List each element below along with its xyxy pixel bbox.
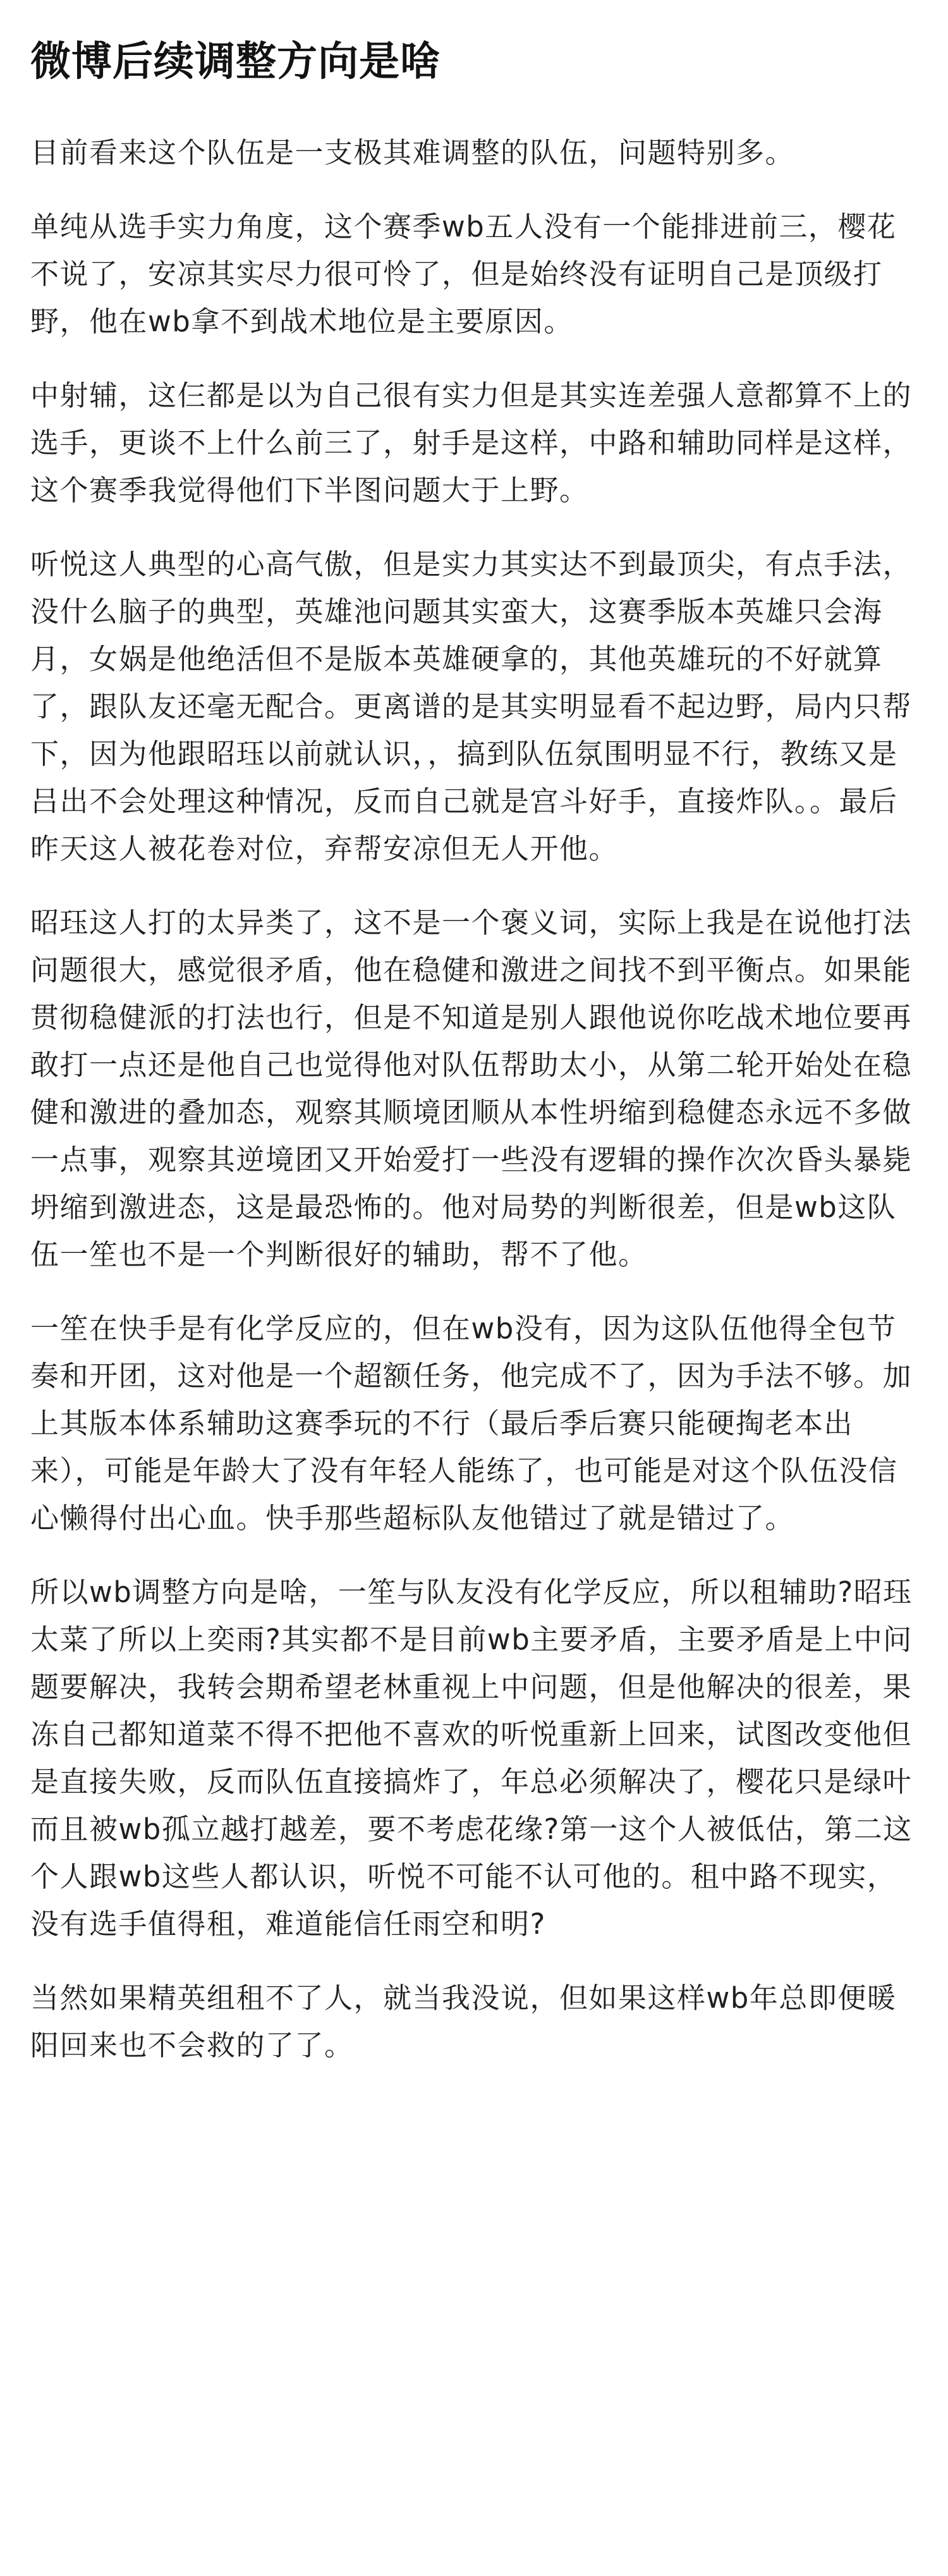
article-paragraph: 单纯从选手实力角度，这个赛季wb五人没有一个能排进前三，樱花不说了，安凉其实尽力很可怜了，但是始终没有证明自己是顶级打野，他在wb拿不到战术地位是主要原因。: [30, 210, 897, 338]
article-paragraph: 中射辅，这仨都是以为自己很有实力但是其实连差强人意都算不上的选手，更谈不上什么前三了，射手是这样，中路和辅助同样是这样，这个赛季我觉得他们下半图问题大于上野。: [30, 379, 913, 507]
article-title: 微博后续调整方向是啥: [30, 39, 441, 85]
article-paragraph: 所以wb调整方向是啥，一笙与队友没有化学反应，所以租辅助?昭珏太菜了所以上奕雨?其实都不是目前wb主要矛盾，主要矛盾是上中问题要解决，我转会期希望老林重视上中问题，但是他解决的很差，果冻自己都知道菜不得不把他不喜欢的听悦重新上回来，试图改变他但是直接失败，反而队伍直接搞炸了，年总必须解决了，樱花只是绿叶而且被wb孤立越打越差，要不考虑花缘?第一这个人被低估，第二这个人跟wb这些人都认识，听悦不可能不认可他的。租中路不现实，没有选手值得租，难道能信任雨空和明?: [30, 1575, 913, 1941]
article-paragraph: 昭珏这人打的太异类了，这不是一个褒义词，实际上我是在说他打法问题很大，感觉很矛盾，他在稳健和激进之间找不到平衡点。如果能贯彻稳健派的打法也行，但是不知道是别人跟他说你吃战术地位要再敢打一点还是他自己也觉得他对队伍帮助太小，从第二轮开始处在稳健和激进的叠加态，观察其顺境团顺从本性坍缩到稳健态永远不多做一点事，观察其逆境团又开始爱打一些没有逻辑的操作次次昏头暴毙坍缩到激进态，这是最恐怖的。他对局势的判断很差，但是wb这队伍一笙也不是一个判断很好的辅助，帮不了他。: [30, 906, 913, 1271]
article-paragraph: 一笙在快手是有化学反应的，但在wb没有，因为这队伍他得全包节奏和开团，这对他是一个超额任务，他完成不了，因为手法不够。加上其版本体系辅助这赛季玩的不行（最后季后赛只能硬掏老本出来），可能是年龄大了没有年轻人能练了，也可能是对这个队伍没信心懒得付出心血。快手那些超标队友他错过了就是错过了。: [30, 1312, 913, 1535]
article-paragraph: 目前看来这个队伍是一支极其难调整的队伍，问题特别多。: [30, 136, 795, 169]
article-paragraph: 当然如果精英组租不了人，就当我没说，但如果这样wb年总即便暖阳回来也不会救的了了。: [30, 1981, 897, 2062]
article-paragraph: 听悦这人典型的心高气傲，但是实力其实达不到最顶尖，有点手法，没什么脑子的典型，英雄池问题其实蛮大，这赛季版本英雄只会海月，女娲是他绝活但不是版本英雄硬拿的，其他英雄玩的不好就算了，跟队友还毫无配合。更离谱的是其实明显看不起边野，局内只帮下，因为他跟昭珏以前就认识，，搞到队伍氛围明显不行，教练又是吕出不会处理这种情况，反而自己就是宫斗好手，直接炸队。。最后昨天这人被花卷对位，弃帮安凉但无人开他。: [30, 547, 913, 865]
